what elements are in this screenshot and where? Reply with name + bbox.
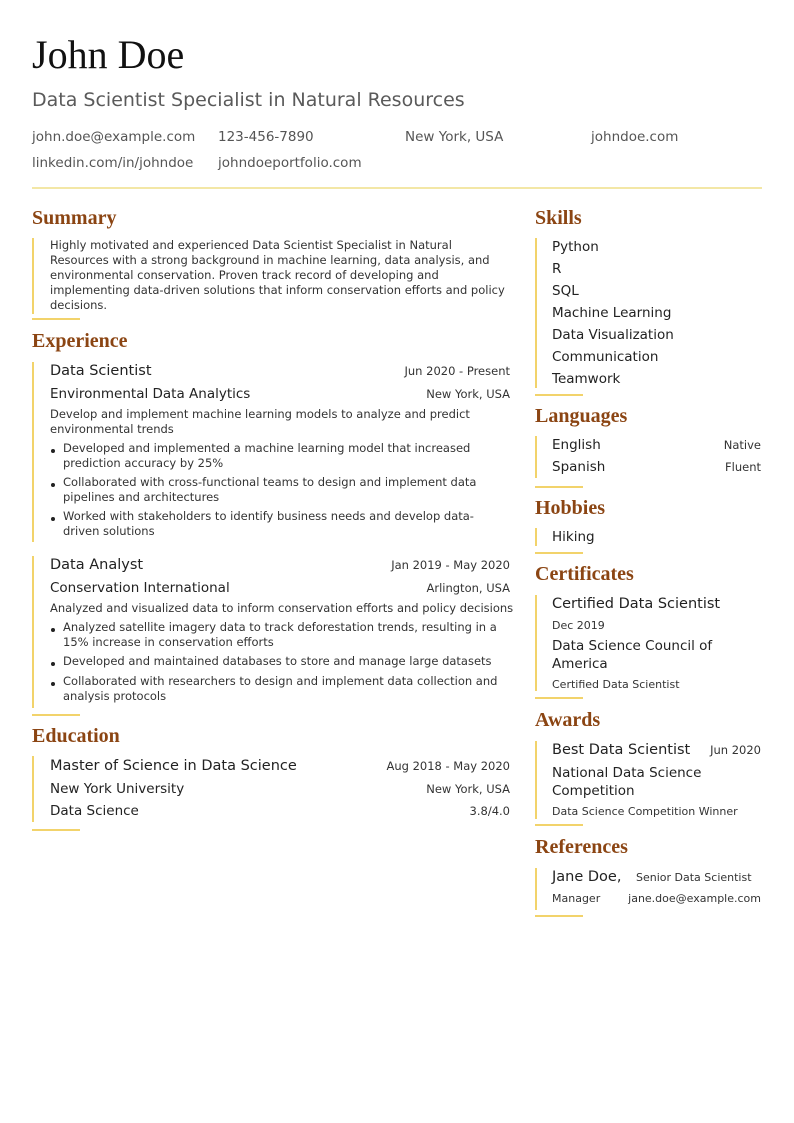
experience-heading: Experience: [32, 330, 128, 352]
skills-heading: Skills: [535, 207, 582, 229]
candidate-title: Data Scientist Specialist in Natural Resources: [32, 89, 465, 111]
skills-underline: [535, 394, 583, 396]
language-level: Native: [723, 438, 761, 452]
skill-item: Machine Learning: [552, 305, 672, 321]
language-name: Spanish: [552, 459, 606, 475]
certificates-heading: Certificates: [535, 563, 634, 585]
education-heading: Education: [32, 725, 120, 747]
skill-item: Communication: [552, 349, 659, 365]
languages-underline: [535, 486, 583, 488]
skill-item: Data Visualization: [552, 327, 674, 343]
job-2-bullet-2: Developed and maintained databases to store and manage large datasets: [63, 654, 492, 668]
certificates-bar: [535, 595, 537, 691]
bullet-dot: [51, 662, 55, 666]
bullet-dot: [51, 483, 55, 487]
job-1-company: Environmental Data Analytics: [50, 386, 251, 402]
education-gpa: 3.8/4.0: [469, 804, 510, 818]
reference-email[interactable]: jane.doe@example.com: [628, 892, 761, 905]
contact-linkedin[interactable]: linkedin.com/in/johndoe: [32, 155, 194, 171]
education-underline: [32, 829, 80, 831]
job-2-role: Data Analyst: [50, 557, 144, 573]
summary-bar: [32, 238, 34, 314]
experience-underline: [32, 714, 80, 716]
bullet-dot: [51, 628, 55, 632]
references-heading: References: [535, 836, 628, 858]
job-2-bullet-3: Collaborated with researchers to design and implement data collection and analysis protocols: [63, 674, 498, 703]
job-1-bullet-3: Worked with stakeholders to identify business needs and develop data-driven solutions: [63, 509, 474, 538]
reference-name: Jane Doe,: [552, 869, 622, 885]
award-date: Jun 2020: [710, 743, 761, 757]
contact-website[interactable]: johndoe.com: [591, 129, 679, 145]
languages-heading: Languages: [535, 405, 628, 427]
reference-role: Manager: [552, 892, 601, 905]
education-school: New York University: [50, 781, 185, 797]
job-2-bullet-1: Analyzed satellite imagery data to track deforestation trends, resulting in a 15% increase in conservation efforts: [63, 620, 497, 649]
certificate-name: Certified Data Scientist: [552, 596, 721, 612]
hobbies-bar: [535, 528, 537, 546]
job-1-dates: Jun 2020 - Present: [404, 364, 510, 378]
bullet-dot: [51, 517, 55, 521]
skill-item: Python: [552, 239, 599, 255]
summary-heading: Summary: [32, 207, 117, 229]
references-underline: [535, 915, 583, 917]
references-bar: [535, 868, 537, 910]
hobbies-underline: [535, 552, 583, 554]
hobby-item: Hiking: [552, 529, 595, 545]
certificate-issuer-line1: Data Science Council of: [552, 638, 713, 654]
award-description: Data Science Competition Winner: [552, 805, 738, 818]
education-bar: [32, 756, 34, 822]
job-2-location: Arlington, USA: [426, 581, 510, 595]
job-1-location: New York, USA: [426, 387, 510, 401]
job-2-dates: Jan 2019 - May 2020: [391, 558, 510, 572]
languages-bar: [535, 436, 537, 478]
job-1-role: Data Scientist: [50, 363, 152, 379]
job-2-bar: [32, 556, 34, 708]
job-2-description: Analyzed and visualized data to inform conservation efforts and policy decisions: [50, 601, 514, 615]
job-1-bullet-2: Collaborated with cross-functional teams to design and implement data pipelines and architectures: [63, 475, 477, 504]
summary-text: Highly motivated and experienced Data Scientist Specialist in Natural Resources with a strong background in machine learning, data analysis, and environmental conservation. Proven track record of developing and implementing data-driven solutions that inform conservation efforts and policy decisions.: [50, 238, 505, 312]
language-name: English: [552, 437, 601, 453]
hobbies-heading: Hobbies: [535, 497, 606, 519]
certificate-date: Dec 2019: [552, 619, 605, 632]
education-location: New York, USA: [426, 782, 510, 796]
candidate-name: John Doe: [32, 32, 185, 77]
awards-underline: [535, 824, 583, 826]
awards-heading: Awards: [535, 709, 601, 731]
education-degree: Master of Science in Data Science: [50, 758, 297, 774]
job-1-description: Develop and implement machine learning models to analyze and predict environmental trends: [50, 407, 470, 436]
contact-email[interactable]: john.doe@example.com: [32, 129, 196, 145]
contact-location: New York, USA: [405, 129, 504, 145]
awards-bar: [535, 741, 537, 819]
job-1-bullet-1: Developed and implemented a machine learning model that increased prediction accuracy by 25%: [63, 441, 471, 470]
bullet-dot: [51, 682, 55, 686]
award-issuer-line1: National Data Science: [552, 765, 702, 781]
language-level: Fluent: [725, 460, 761, 474]
skill-item: Teamwork: [552, 371, 621, 387]
skill-item: SQL: [552, 283, 579, 299]
certificate-issuer-line2: America: [552, 656, 608, 672]
award-name: Best Data Scientist: [552, 742, 691, 758]
education-dates: Aug 2018 - May 2020: [386, 759, 510, 773]
education-field: Data Science: [50, 803, 139, 819]
header-divider: [32, 187, 762, 189]
job-2-company: Conservation International: [50, 580, 230, 596]
reference-position: Senior Data Scientist: [636, 871, 752, 884]
contact-portfolio[interactable]: johndoeportfolio.com: [218, 155, 362, 171]
skills-bar: [535, 238, 537, 388]
award-issuer-line2: Competition: [552, 783, 635, 799]
skill-item: R: [552, 261, 562, 277]
job-1-bar: [32, 362, 34, 542]
certificate-description: Certified Data Scientist: [552, 678, 680, 691]
bullet-dot: [51, 449, 55, 453]
certificates-underline: [535, 697, 583, 699]
contact-phone[interactable]: 123-456-7890: [218, 129, 314, 145]
summary-underline: [32, 318, 80, 320]
